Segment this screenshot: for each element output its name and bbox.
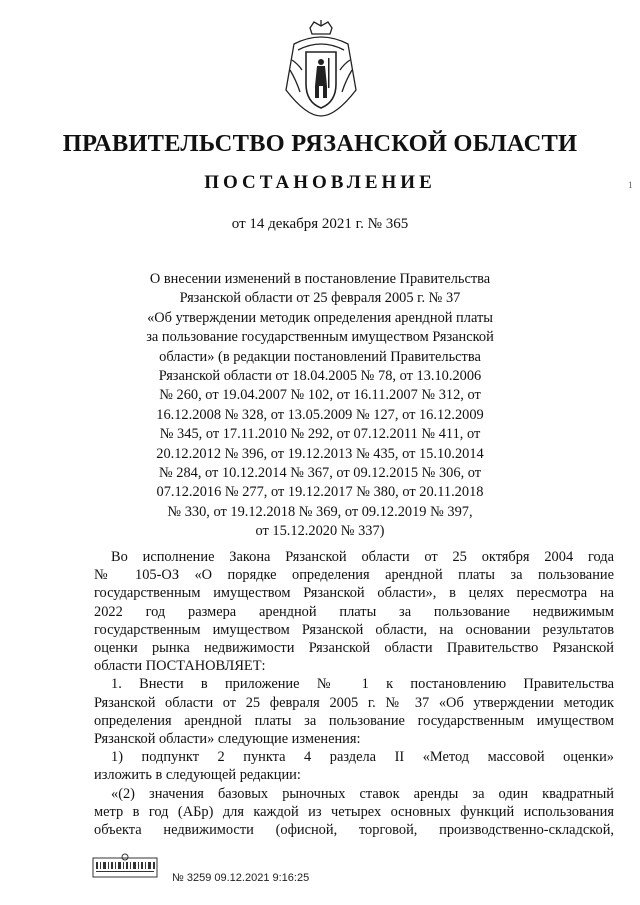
body-line: области ПОСТАНОВЛЯЕТ: (94, 658, 266, 675)
subject-line: № 260, от 19.04.2007 № 102, от 16.11.2007 № 312, от (159, 387, 481, 404)
document-body (94, 548, 614, 839)
body-line: метр в год (АБр) для каждой из четырех основных функций использования (94, 803, 614, 820)
body-line: государственным имуществом Рязанской области, на основании результатов (94, 621, 614, 638)
body-line: 1) подпункт 2 пункта 4 раздела II «Метод массовой оценки» (111, 749, 614, 766)
subject-line: № 284, от 10.12.2014 № 367, от 09.12.2015 № 306, от (158, 465, 482, 482)
barcode-stamp-icon (92, 852, 158, 878)
subject-line: 20.12.2012 № 396, от 19.12.2013 № 435, от 15.10.2014 (156, 445, 484, 462)
subject-line: 07.12.2016 № 277, от 19.12.2017 № 380, от 20.11.2018 (156, 484, 484, 501)
subject-line: «Об утверждении методик определения арендной платы (147, 309, 493, 326)
subject-line: № 345, от 17.11.2010 № 292, от 07.12.2011 № 411, от (159, 426, 481, 443)
government-title: ПРАВИТЕЛЬСТВО РЯЗАНСКОЙ ОБЛАСТИ (62, 130, 578, 157)
body-line: 1. Внести в приложение № 1 к постановлению Правительства (111, 676, 614, 693)
subject-line: Рязанской области от 18.04.2005 № 78, от 13.10.2006 (158, 368, 482, 385)
subject-line: области» (в редакции постановлений Правительства (159, 348, 481, 365)
body-line: определения арендной платы за пользование государственным имуществом (94, 712, 614, 729)
body-line: № 105-ОЗ «О порядке определения арендной платы за пользование (94, 567, 614, 584)
margin-mark: 1 (628, 180, 633, 190)
body-line: Во исполнение Закона Рязанской области от 25 октября 2004 года (111, 549, 614, 565)
body-line: Рязанской области от 25 февраля 2005 г. № 37 «Об утверждении методик (94, 694, 614, 711)
body-line: «(2) значения базовых рыночных ставок аренды за один квадратный (111, 785, 614, 802)
ryazan-coat-of-arms-icon (276, 20, 366, 120)
subject-line: № 330, от 19.12.2018 № 369, от 09.12.2019 № 397, (167, 503, 473, 520)
body-line: изложить в следующей редакции: (94, 767, 301, 784)
subject-line: за пользование государственным имуществом Рязанской (146, 329, 494, 346)
document-date-number: от 14 декабря 2021 г. № 365 (231, 216, 409, 232)
registration-stamp: № 3259 09.12.2021 9:16:25 (172, 872, 310, 884)
subject-line: 16.12.2008 № 328, от 13.05.2009 № 127, от 16.12.2009 (156, 406, 484, 423)
subject-line: О внесении изменений в постановление Правительства (149, 271, 491, 287)
body-line: объекта недвижимости (офисной, торговой, производственно-складской, (94, 822, 614, 839)
document-type: ПОСТАНОВЛЕНИЕ (204, 172, 436, 193)
document-subject (120, 270, 520, 542)
body-line: Рязанской области» следующие изменения: (94, 731, 361, 748)
subject-line: от 15.12.2020 № 337) (255, 523, 385, 540)
body-line: 2022 год размера арендной платы за пользование недвижимым (94, 603, 614, 620)
subject-line: Рязанской области от 25 февраля 2005 г. № 37 (179, 290, 461, 307)
body-line: государственным имуществом Рязанской области», в целях пересмотра на (94, 585, 614, 602)
body-line: оценки рынка недвижимости Рязанской области Правительство Рязанской (94, 640, 614, 657)
